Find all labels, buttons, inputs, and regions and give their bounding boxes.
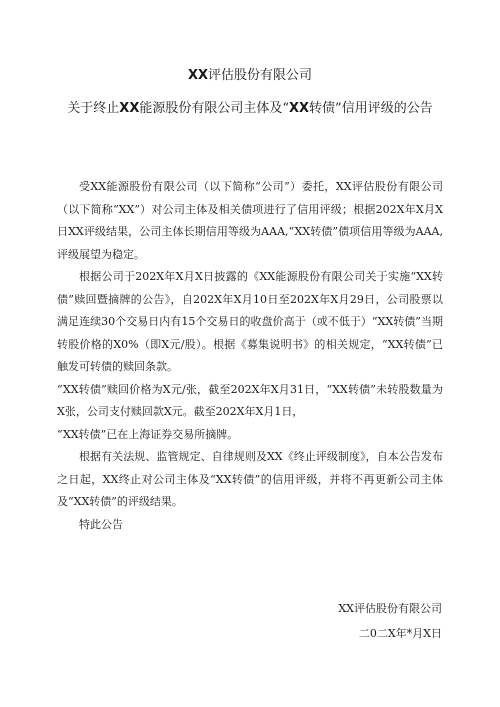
title-company-text: XX评估股份有限公司 — [187, 68, 313, 83]
paragraph-entrustment: 受XX能源股份有限公司（以下简称“公司”）委托，XX评估股份有限公司（以下简称“XX”）对公司主体及相关债项进行了信用评级；根据202X年X月X日XX评级结果，公司主体长期信用等级为AAA,“XX转债”债项信用等级为AAA,评级展望为稳定。 — [57, 180, 443, 261]
title-company — [0, 66, 500, 85]
title-xx-token: XX — [119, 101, 140, 116]
title-main-text: 关于终止XX能源股份有限公司主体及“XX转债”信用评级的公告 — [67, 101, 433, 116]
signature-date: 二0二X年*月X日 — [358, 627, 442, 640]
title-xx-token: XX — [187, 68, 209, 83]
paragraph-delisting: “XX转债”已在上海证券交易所摘牌。 — [57, 427, 239, 441]
signature-company: XX评估股份有限公司 — [338, 602, 442, 615]
paragraph-redemption-payment: “XX转债”赎回价格为X元/张，截至202X年X月31日，“XX转债”未转股数量为X张，公司支付赎回款X元。截至202X年X月1日， — [57, 382, 443, 418]
paragraph-redemption-trigger: 根据公司于202X年X月X日披露的《XX能源股份有限公司关于实施“XX转债”赎回暨摘牌的公告》，自202X年X月10日至202X年X月29日，公司股票以满足连续30个交易日内有15个交易日的收盘价高于（或不低于）“XX转债”当期转股价格的X0%（即X元/股）。根据《募集说明书》的相关规定，“XX转债”已触发可转债的赎回条款。 — [57, 270, 443, 373]
title-main — [0, 99, 500, 118]
paragraph-announcement-closing: 特此公告 — [79, 517, 123, 531]
paragraph-termination: 根据有关法规、监管规定、自律规则及XX《终止评级制度》，自本公告发布之日起，XX终止对公司主体及“XX转债”的信用评级，并将不再更新公司主体及“XX转债”的评级结果。 — [57, 450, 443, 508]
document-body — [57, 176, 443, 536]
title-xx-token: XX — [289, 101, 310, 116]
